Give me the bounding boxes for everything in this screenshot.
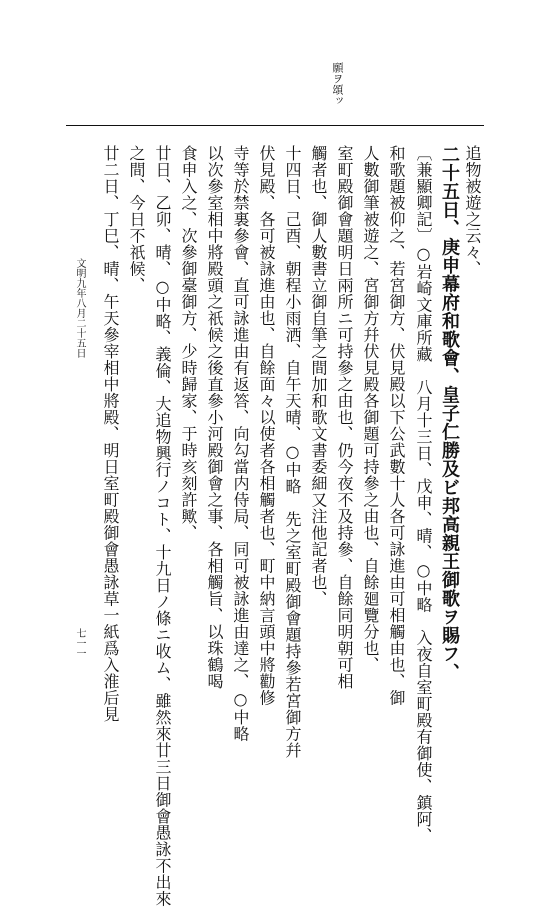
text-column-14: 之間、今日不祇候、 <box>127 145 146 294</box>
text-column-9: 伏見殿、各可被詠進由也、自餘面々以使者各相觸者也、町中納言頭中將勸修 <box>257 145 276 706</box>
entry-heading: 二十五日、庚申幕府和歌會、皇子仁勝及ビ邦高親王御歌ヲ賜フ、 <box>439 145 460 682</box>
text-column-8: 十四日、己酉、朝程小雨洒、自午天晴、○中略 先之室町殿御會題持參若宮御方幷 <box>283 145 302 759</box>
text-column-15: 廿二日、丁巳、晴、午天參宰相中將殿、明日室町殿御會愚詠草一紙爲入淮后見 <box>101 145 120 723</box>
header-rule <box>66 125 484 126</box>
text-column-11: 以次參室相中將殿頭之祇候之後直參小河殿御會之事、各相觸旨、以珠鶴喝 <box>205 145 224 690</box>
footer-date: 文明九年八月二十五日 <box>74 258 85 358</box>
text-column-4: 和歌題被仰之、若宮御方、伏見殿以下公武數十人各可詠進由可相觸由也、御 <box>387 145 406 706</box>
text-column-13: 廿日、乙卯、晴、○中略、義倫、大追物興行ノコト、十九日ノ條ニ收ム、雖然來廿三日御會愚詠不出來 <box>153 145 172 907</box>
text-column-5: 人數御筆被遊之、宮御方幷伏見殿各御題可持參之由也、自餘廻覽分也、 <box>361 145 380 673</box>
source-citation: 〔兼顯卿記〕○岩崎文庫所藏 八月十三日、戊申、晴、○中略 入夜自室町殿有御使、鎮阿、 <box>414 145 433 844</box>
text-column-1: 追物被遊之云々、 <box>463 145 482 277</box>
text-column-6: 室町殿御會題明日兩所ニ可持參之由也、仍今夜不及持參、自餘同明朝可相 <box>335 145 354 690</box>
text-column-7: 觸者也、御人數書立御自筆之間加和歌文書委細又注他記者也、 <box>309 145 328 607</box>
page-number: 七一一 <box>74 628 85 658</box>
text-column-10: 寺等於禁裏參會、直可詠進由有返答、向勾當内侍局、同可被詠進由達之、○中略 <box>231 145 250 742</box>
running-head: 願ヲ頌ッ <box>331 62 344 106</box>
text-column-12: 食申入之、次參御臺御方、少時歸家、于時亥刻許歟、 <box>179 145 198 541</box>
